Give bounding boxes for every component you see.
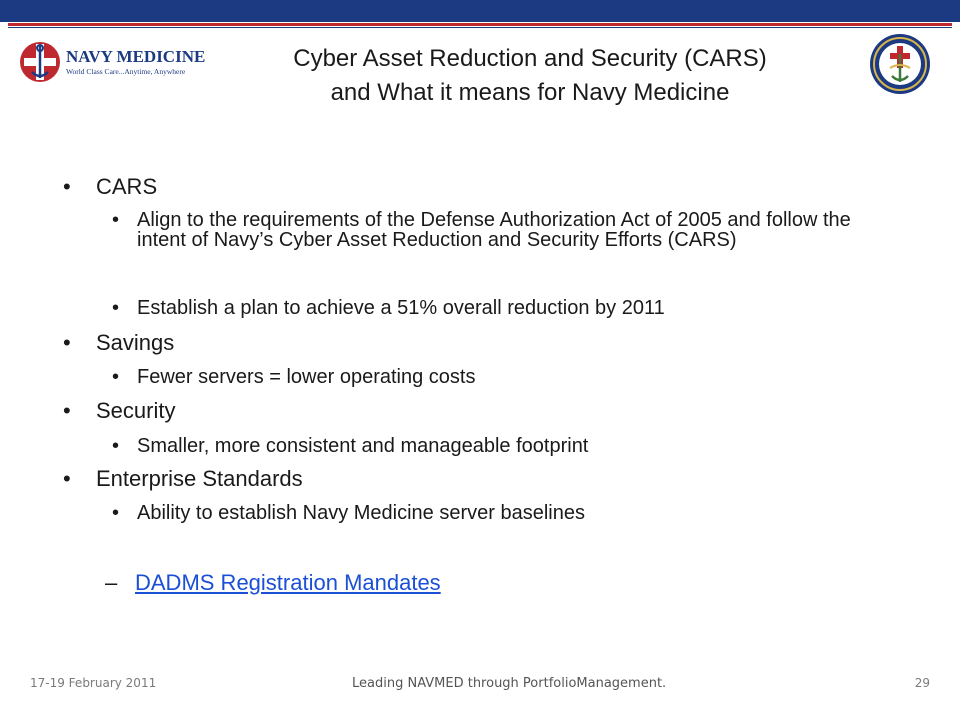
navy-medicine-logo: [16, 34, 206, 90]
bullet-dot-icon: •: [112, 366, 120, 388]
bullet-dot-icon: •: [63, 330, 71, 355]
bullet-dot-icon: •: [63, 466, 71, 491]
footer-date: 17-19 February 2011: [30, 676, 157, 690]
bullet-dot-icon: •: [112, 209, 120, 231]
bullet-dot-icon: •: [63, 398, 71, 423]
footer-caption: Leading NAVMED through PortfolioManagement.: [352, 676, 667, 691]
bullet-dot-icon: •: [112, 435, 120, 457]
bullet-dot-icon: •: [112, 502, 120, 524]
slide-title-line-1: Cyber Asset Reduction and Security (CARS): [293, 45, 767, 72]
bullet-dot-icon: •: [63, 174, 71, 199]
top-banner: [0, 0, 960, 22]
logo-tagline: World Class Care...Anytime, Anywhere: [66, 67, 186, 76]
navy-medicine-seal-icon: [868, 32, 932, 96]
logo-title: NAVY MEDICINE: [66, 47, 206, 66]
top-red-rule: [8, 23, 952, 26]
page-number: 29: [914, 676, 930, 690]
slide-title: [200, 42, 860, 110]
slide-title-line-2: and What it means for Navy Medicine: [330, 79, 730, 106]
dadms-registration-link[interactable]: DADMS Registration Mandates: [135, 570, 441, 595]
top-blue-rule: [8, 27, 952, 28]
dash-marker: –: [105, 570, 118, 595]
bullet-dot-icon: •: [112, 297, 120, 319]
